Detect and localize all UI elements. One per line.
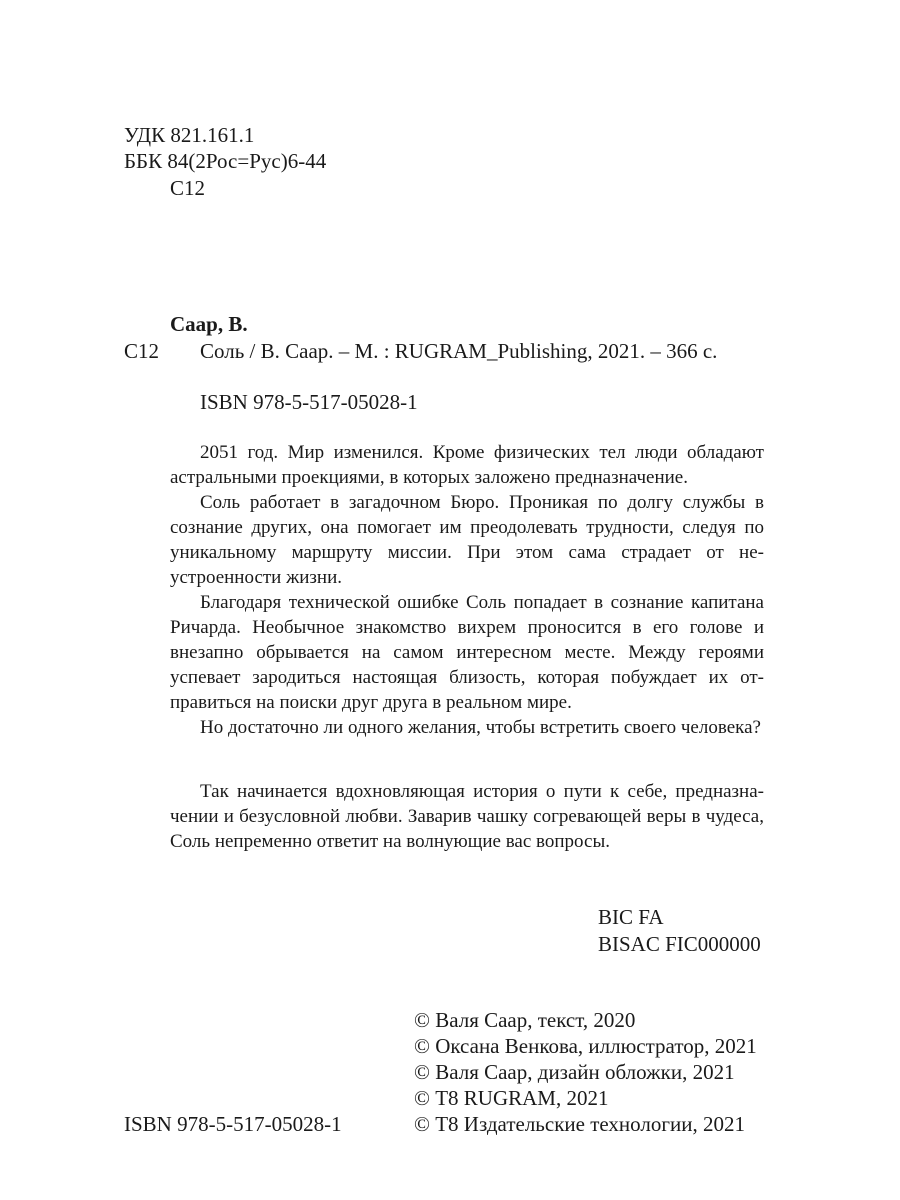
bib-isbn: ISBN 978-5-517-05028-1 (200, 390, 418, 414)
udk-code: УДК 821.161.1 (124, 123, 255, 147)
copyright-line: © Т8 RUGRAM, 2021 (414, 1086, 609, 1110)
bisac-code: BISAC FIC000000 (598, 932, 761, 956)
annotation-paragraph: Но достаточно ли одного желания, чтобы встретить своего человека? (200, 717, 761, 738)
bib-mark: С12 (124, 339, 160, 363)
copyright-line: © Т8 Издательские технологии, 2021 (414, 1112, 745, 1136)
annotation-closing (170, 779, 764, 854)
footer-isbn: ISBN 978-5-517-05028-1 (124, 1112, 342, 1136)
copyright-line: © Оксана Венкова, иллюстратор, 2021 (414, 1034, 757, 1058)
author-mark: С12 (170, 176, 206, 200)
bib-author: Саар, В. (170, 312, 248, 336)
bib-description: Соль / В. Саар. – М. : RUGRAM_Publishing, 2021. – 366 с. (200, 339, 718, 363)
annotation-paragraph: Благодаря технической ошибке Соль попадает в сознание капитана Ричарда. Необычное знакомство вихрем проносится в его голове и внезапно обрывается на самом интересном месте. Между героями успевает зародиться настоящая близость, которая побуждает их отправиться на поиски друг друга в реальном мире. (170, 592, 764, 713)
annotation-paragraph: 2051 год. Мир изменился. Кроме физических тел люди обладают астральными проекциями, в которых заложено предназначение. (170, 442, 764, 488)
bbk-code: ББК 84(2Рос=Рус)6-44 (124, 149, 327, 173)
annotation-closing-paragraph: Так начинается вдохновляющая история о пути к себе, предназначении и безусловной любви. Заварив чашку согревающей веры в чудеса, Соль непременно ответит на волнующие вас вопросы. (170, 781, 764, 852)
bic-code: BIC FA (598, 905, 664, 929)
annotation (170, 440, 764, 740)
annotation-paragraph: Соль работает в загадочном Бюро. Проникая по долгу службы в сознание других, она помогает им преодолевать трудности, следуя по уникальному маршруту миссии. При этом сама страдает от неустроенности жизни. (170, 492, 764, 588)
copyright-line: © Валя Саар, дизайн обложки, 2021 (414, 1060, 735, 1084)
copyright-line: © Валя Саар, текст, 2020 (414, 1008, 636, 1032)
